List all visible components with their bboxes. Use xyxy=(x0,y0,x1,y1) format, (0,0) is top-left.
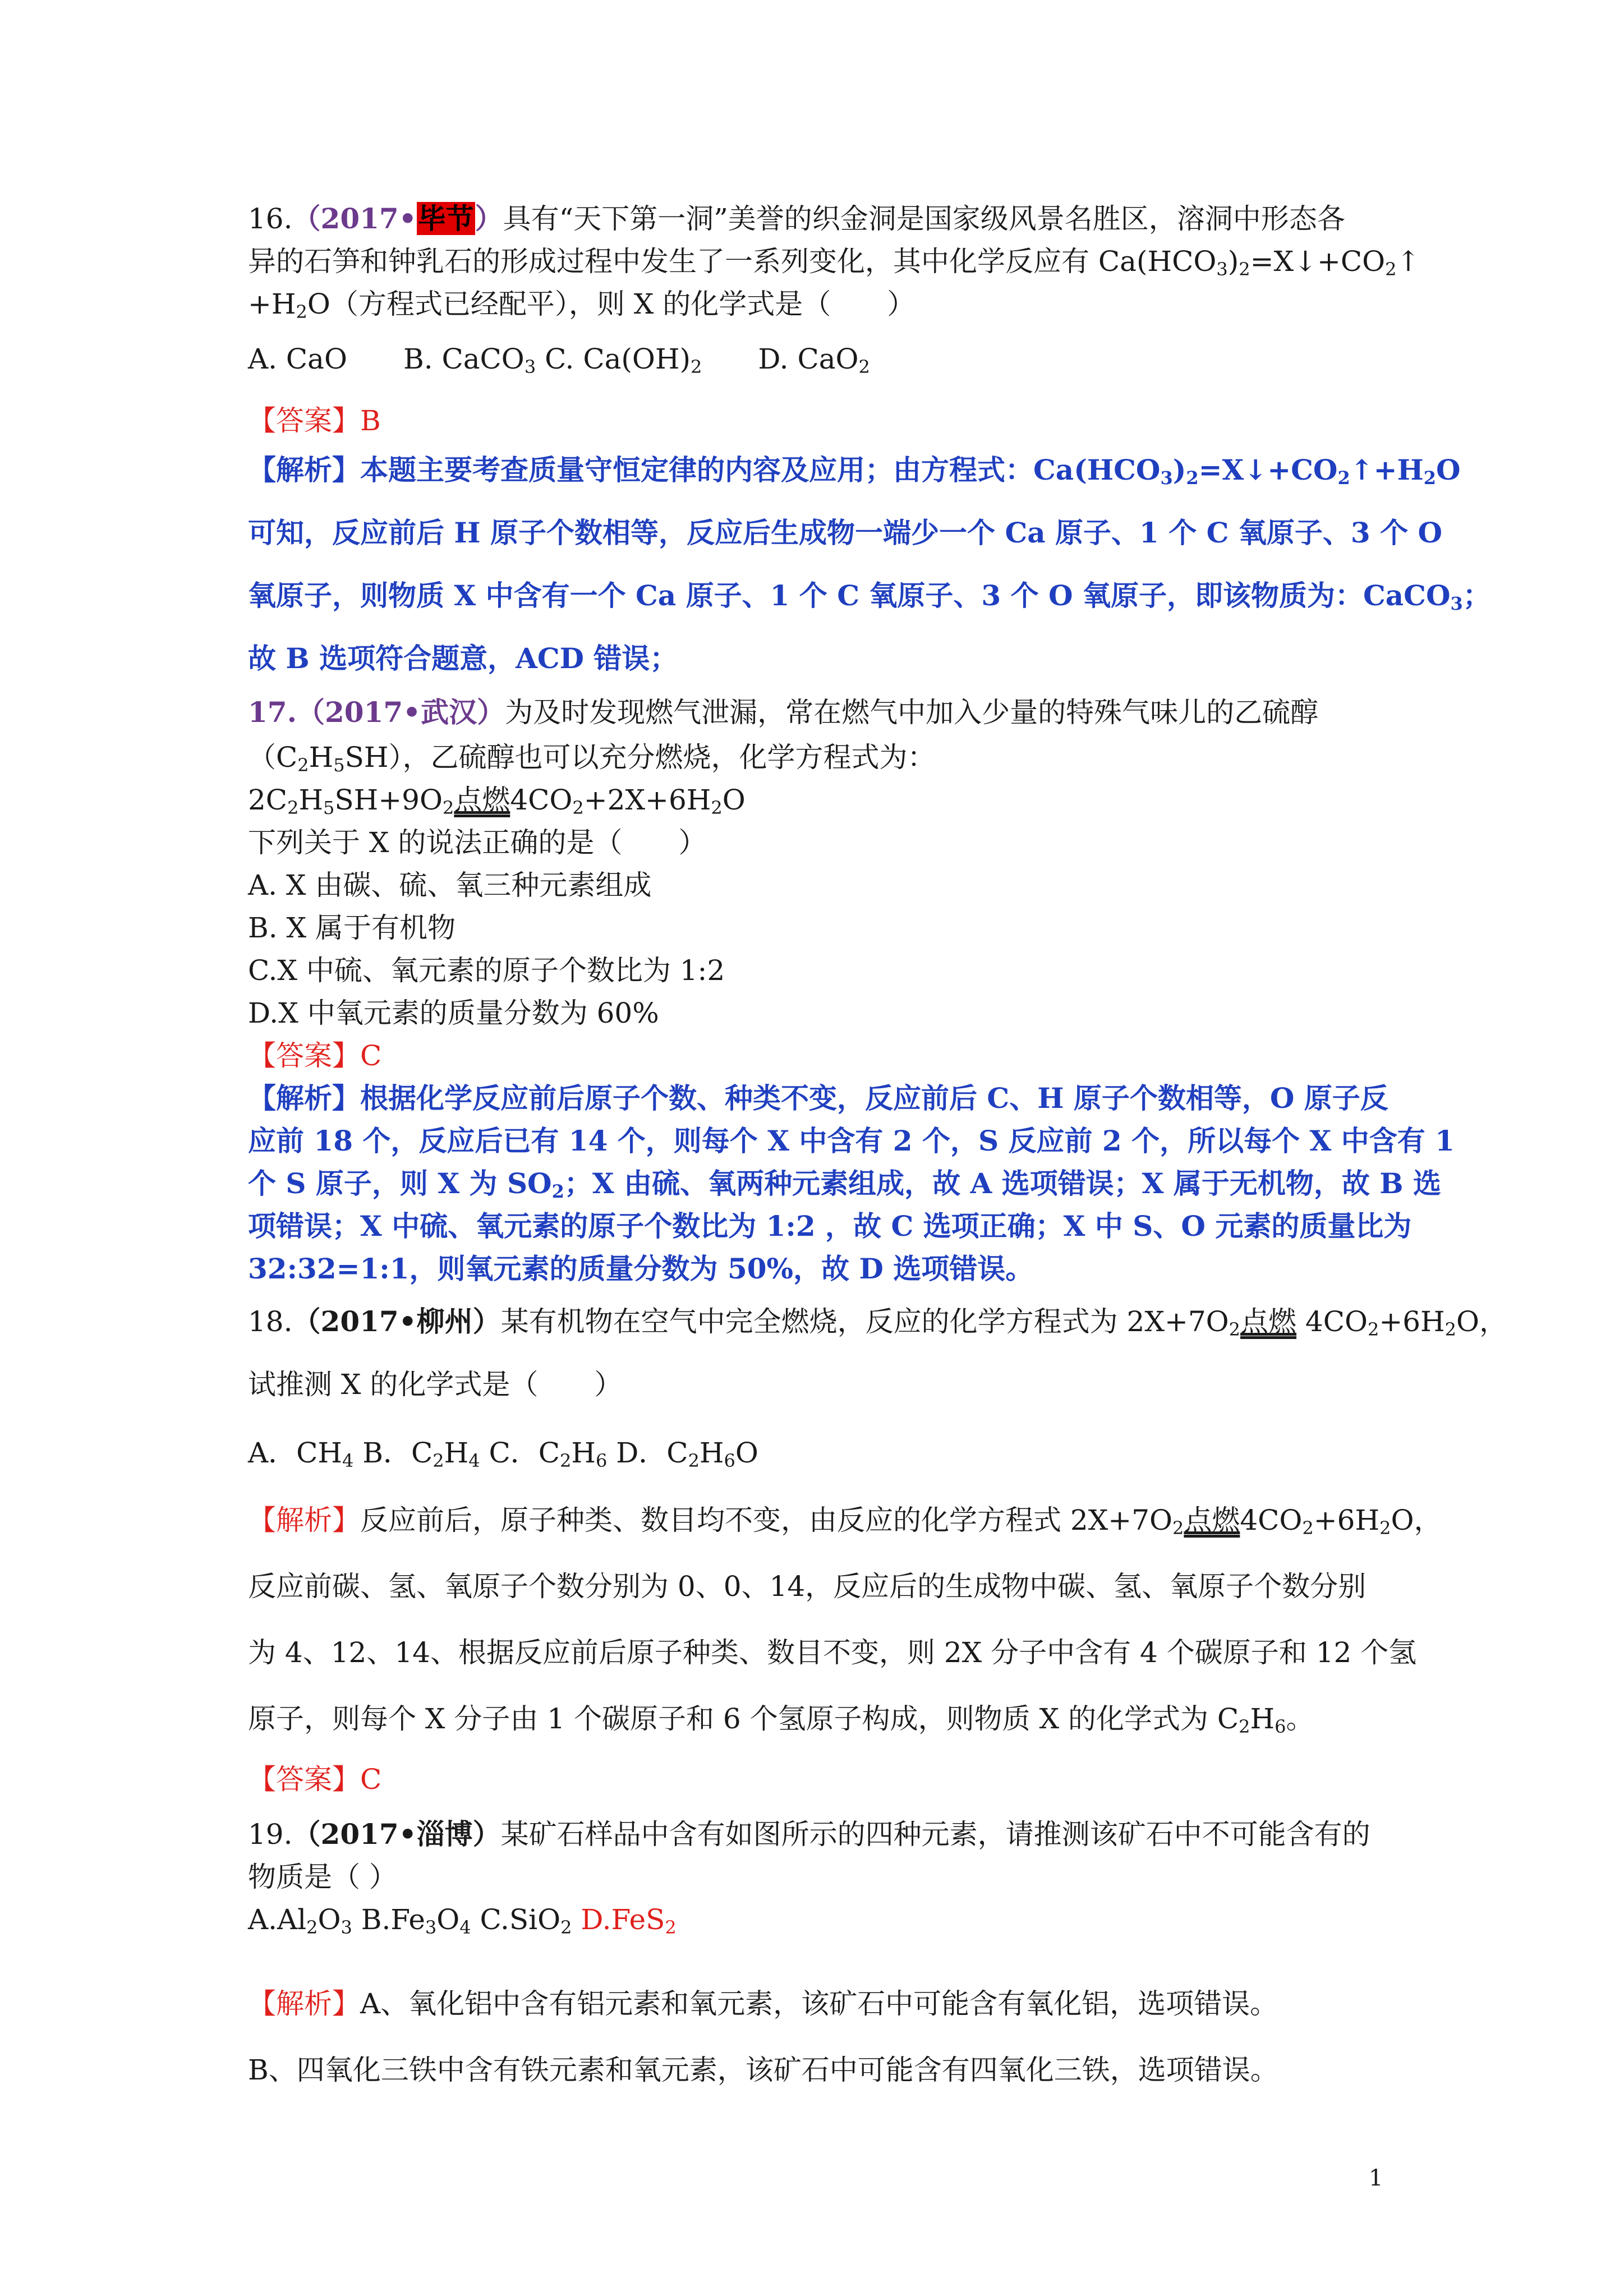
q17-eq-f: O xyxy=(722,784,746,816)
sub: 2 xyxy=(1423,467,1437,489)
q16-expl1-a: 【解析】本题主要考查质量守恒定律的内容及应用；由方程式：Ca(HCO xyxy=(248,453,1161,486)
q16-options xyxy=(248,342,870,376)
q17-expl3 xyxy=(248,1167,1441,1200)
sub: 5 xyxy=(333,754,345,776)
q19-expl1 xyxy=(248,1987,1278,2021)
q19-text: 某矿石样品中含有如图所示的四种元素，请推测该矿石中不可能含有的 xyxy=(500,1818,1370,1851)
q16-line2 xyxy=(248,245,1420,278)
q16-opt-c: D. CaO xyxy=(702,343,859,375)
q17-equation xyxy=(248,783,746,817)
q16-opt-b: C. Ca(OH) xyxy=(536,343,691,375)
q19-expl2: B、四氧化三铁中含有铁元素和氧元素，该矿石中可能含有四氧化三铁，选项错误。 xyxy=(248,2054,1278,2086)
q17-expl3-b: ；X 由硫、氧两种元素组成，故 A 选项错误；X 属于无机物，故 B 选 xyxy=(564,1167,1441,1200)
sub: 2 xyxy=(688,1450,700,1471)
q17-expl4: 项错误；X 中硫、氧元素的原子个数比为 1:2 ，故 C 选项正确；X 中 S、O 元素的质量比为 xyxy=(248,1209,1412,1243)
sub: 4 xyxy=(342,1450,354,1471)
q16-answer xyxy=(248,404,381,438)
sub: 2 xyxy=(572,797,584,818)
sub: 2 xyxy=(560,1917,572,1938)
q16-expl3-b: ； xyxy=(1462,579,1491,612)
q16-line2-c: =X↓+CO xyxy=(1250,245,1386,278)
q18-opt-c: H xyxy=(444,1437,469,1469)
q19-opt-a: A.Al xyxy=(248,1903,307,1936)
q17-answer xyxy=(248,1039,381,1073)
sub: 2 xyxy=(1337,467,1350,489)
sub: 4 xyxy=(468,1450,480,1471)
q18-opt-d: C．C xyxy=(480,1437,560,1469)
q16-expl4: 故 B 选项符合题意，ACD 错误； xyxy=(248,642,678,675)
sub: 2 xyxy=(1229,1319,1241,1340)
q17-eq-e: +2X+6H xyxy=(583,784,711,816)
q18-opt-g: H xyxy=(699,1437,724,1469)
q16-expl1-d: ↑+H xyxy=(1350,453,1424,486)
analysis-label: 【解析】 xyxy=(248,1987,360,2020)
sub: 2 xyxy=(1302,1517,1314,1539)
q18-expl1-d: O， xyxy=(1391,1504,1442,1536)
q18-number: 18. xyxy=(248,1305,293,1338)
sub: 2 xyxy=(433,1450,444,1471)
answer-label: 【答案】 xyxy=(248,1039,360,1072)
q17-line2-b: H xyxy=(309,741,334,774)
q17-line2-c: SH），乙硫醇也可以充分燃烧，化学方程式为： xyxy=(344,741,936,774)
sub: 2 xyxy=(297,754,309,776)
q18-line1-c: +6H xyxy=(1379,1305,1445,1338)
q16-expl1 xyxy=(248,453,1461,487)
sub: 2 xyxy=(442,797,454,818)
q18-expl4-a: 原子，则每个 X 分子由 1 个碳原子和 6 个氢原子构成，则物质 X 的化学式为 C xyxy=(248,1703,1239,1735)
sub: 2 xyxy=(1367,1319,1379,1340)
sub: 4 xyxy=(459,1917,471,1938)
q16-line1 xyxy=(248,202,1345,236)
sub: 2 xyxy=(1444,1319,1456,1340)
q17-option-b: B. X 属于有机物 xyxy=(248,912,456,944)
q18-expl-condition: 点燃 xyxy=(1184,1504,1240,1536)
q18-opt-b: B．C xyxy=(353,1437,433,1469)
q18-expl2: 反应前碳、氢、氧原子个数分别为 0、0、14，反应后的生成物中碳、氢、氧原子个数分别 xyxy=(248,1570,1367,1603)
sub: 3 xyxy=(1160,467,1173,489)
answer-value: C xyxy=(360,1763,382,1796)
q16-expl3 xyxy=(248,579,1491,613)
sub: 2 xyxy=(1239,259,1250,280)
sub: 3 xyxy=(425,1917,437,1938)
analysis-label: 【解析】 xyxy=(248,1504,360,1536)
sub: 2 xyxy=(287,797,299,818)
sub: 2 xyxy=(1172,1517,1184,1539)
answer-label: 【答案】 xyxy=(248,1763,360,1796)
sub: 2 xyxy=(858,356,870,378)
q18-options xyxy=(248,1436,758,1470)
q17-prompt: 下列关于 X 的说法正确的是（ ） xyxy=(248,826,707,859)
q16-line2-d: ↑ xyxy=(1396,245,1420,278)
q18-opt-h: O xyxy=(735,1437,758,1469)
q19-expl1-text: A、氧化铝中含有铝元素和氧元素，该矿石中可能含有氧化铝，选项错误。 xyxy=(360,1987,1278,2020)
q18-opt-e: H xyxy=(571,1437,596,1469)
q18-expl4-b: H xyxy=(1250,1703,1275,1735)
sub: 2 xyxy=(711,797,723,818)
q17-line2 xyxy=(248,740,935,774)
q16-line3-a: +H xyxy=(248,288,296,320)
q18-line1 xyxy=(248,1305,1507,1338)
q18-line2: 试推测 X 的化学式是（ ） xyxy=(248,1368,623,1401)
q19-options xyxy=(248,1903,677,1936)
q18-expl1 xyxy=(248,1503,1442,1537)
q18-expl4-c: 。 xyxy=(1286,1703,1314,1735)
q19-opt-d: O xyxy=(436,1903,460,1936)
q16-expl1-c: =X↓+CO xyxy=(1198,453,1338,486)
q19-opt-d-red: D.FeS xyxy=(572,1903,665,1936)
answer-value: C xyxy=(360,1039,382,1072)
sub: 3 xyxy=(1216,259,1228,280)
sub: 2 xyxy=(1385,259,1397,280)
q16-source-a: （2017• xyxy=(292,202,417,235)
q18-expl4 xyxy=(248,1702,1314,1736)
sub: 2 xyxy=(551,1181,564,1202)
q18-answer xyxy=(248,1763,381,1796)
q16-line2-a: 异的石笋和钟乳石的形成过程中发生了一系列变化，其中化学反应有 Ca(HCO xyxy=(248,245,1217,278)
q19-line1 xyxy=(248,1818,1370,1851)
sub: 2 xyxy=(296,301,307,323)
q19-opt-c: B.Fe xyxy=(352,1903,425,1936)
sub: 2 xyxy=(665,1917,677,1938)
q16-expl2: 可知，反应前后 H 原子个数相等，反应后生成物一端少一个 Ca 原子、1 个 C 氧原子、3 个 O xyxy=(248,516,1443,549)
answer-value: B xyxy=(360,404,381,437)
answer-label: 【答案】 xyxy=(248,404,360,437)
q17-expl2: 应前 18 个，反应后已有 14 个，则每个 X 中含有 2 个，S 反应前 2 个，所以每个 X 中含有 1 xyxy=(248,1124,1455,1157)
q16-source-city: 毕节 xyxy=(417,202,474,235)
q18-opt-a: A．CH xyxy=(248,1437,342,1469)
sub: 6 xyxy=(1275,1716,1286,1737)
q16-line2-b: ) xyxy=(1227,245,1239,278)
q18-expl1-b: 4CO xyxy=(1240,1504,1303,1536)
q16-text: 具有“天下第一洞”美誉的织金洞是国家级风景名胜区，溶洞中形态各 xyxy=(503,203,1345,235)
q17-eq-condition: 点燃 xyxy=(454,784,510,816)
sub: 5 xyxy=(323,797,335,818)
q18-expl3: 为 4、12、14、根据反应前后原子种类、数目不变，则 2X 分子中含有 4 个碳原子和 12 个氢 xyxy=(248,1636,1417,1669)
q17-option-d: D.X 中氧元素的质量分数为 60% xyxy=(248,997,659,1029)
q19-source: （2017•淄博） xyxy=(292,1818,501,1851)
q17-expl3-a: 个 S 原子，则 X 为 SO xyxy=(248,1167,552,1200)
q16-expl1-b: ) xyxy=(1172,453,1186,486)
sub: 6 xyxy=(724,1450,735,1471)
sub: 2 xyxy=(691,356,702,378)
q17-expl1: 【解析】根据化学反应前后原子个数、种类不变，反应前后 C、H 原子个数相等，O 原子反 xyxy=(248,1082,1388,1115)
q17-expl5: 32:32=1:1，则氧元素的质量分数为 50%，故 D 选项错误。 xyxy=(248,1252,1034,1285)
sub: 3 xyxy=(341,1917,352,1938)
q18-source: （2017•柳州） xyxy=(292,1305,501,1338)
page-number: 1 xyxy=(1369,2165,1383,2191)
q19-opt-e: C.SiO xyxy=(471,1903,561,1936)
q19-number: 19. xyxy=(248,1818,293,1851)
q18-opt-f: D．C xyxy=(607,1437,688,1469)
q17-eq-c: SH+9O xyxy=(334,784,443,816)
q16-line3-b: O（方程式已经配平），则 X 的化学式是（ ） xyxy=(307,288,915,320)
q17-source: 17.（2017•武汉） xyxy=(248,696,505,729)
q16-line3 xyxy=(248,287,915,321)
sub: 2 xyxy=(306,1917,318,1938)
q16-source-b: ） xyxy=(475,202,503,235)
q17-eq-a: 2C xyxy=(248,784,288,816)
q17-line1 xyxy=(248,696,1318,729)
q17-line2-a: （C xyxy=(248,741,298,774)
q17-text: 为及时发现燃气泄漏，常在燃气中加入少量的特殊气味儿的乙硫醇 xyxy=(505,696,1319,729)
sub: 2 xyxy=(559,1450,572,1471)
sub: 6 xyxy=(595,1450,608,1471)
q16-opt-a: A. CaO B. CaCO xyxy=(248,343,525,375)
q19-line2: 物质是（ ） xyxy=(248,1861,397,1893)
q18-line1-d: O， xyxy=(1456,1305,1507,1338)
q17-option-c: C.X 中硫、氧元素的原子个数比为 1:2 xyxy=(248,954,725,987)
sub: 3 xyxy=(524,356,536,378)
q18-line1-a: 某有机物在空气中完全燃烧，反应的化学方程式为 2X+7O xyxy=(500,1305,1229,1338)
q16-expl3-a: 氧原子，则物质 X 中含有一个 Ca 原子、1 个 C 氧原子、3 个 O 氧原子，即该物质为：CaCO xyxy=(248,579,1451,612)
q19-opt-b: O xyxy=(318,1903,341,1936)
sub: 3 xyxy=(1450,593,1463,614)
q17-option-a: A. X 由碳、硫、氧三种元素组成 xyxy=(248,869,652,901)
q16-number: 16. xyxy=(248,203,293,235)
sub: 2 xyxy=(1239,1716,1250,1737)
q18-condition: 点燃 xyxy=(1240,1305,1297,1338)
sub: 2 xyxy=(1379,1517,1391,1539)
q18-expl1-a: 反应前后，原子种类、数目均不变，由反应的化学方程式 2X+7O xyxy=(360,1504,1172,1536)
q17-eq-d: 4CO xyxy=(510,784,573,816)
q17-eq-b: H xyxy=(298,784,324,816)
sub: 2 xyxy=(1186,467,1199,489)
q16-expl1-e: O xyxy=(1436,453,1461,486)
q18-line1-b: 4CO xyxy=(1296,1305,1368,1338)
q18-expl1-c: +6H xyxy=(1313,1504,1380,1536)
